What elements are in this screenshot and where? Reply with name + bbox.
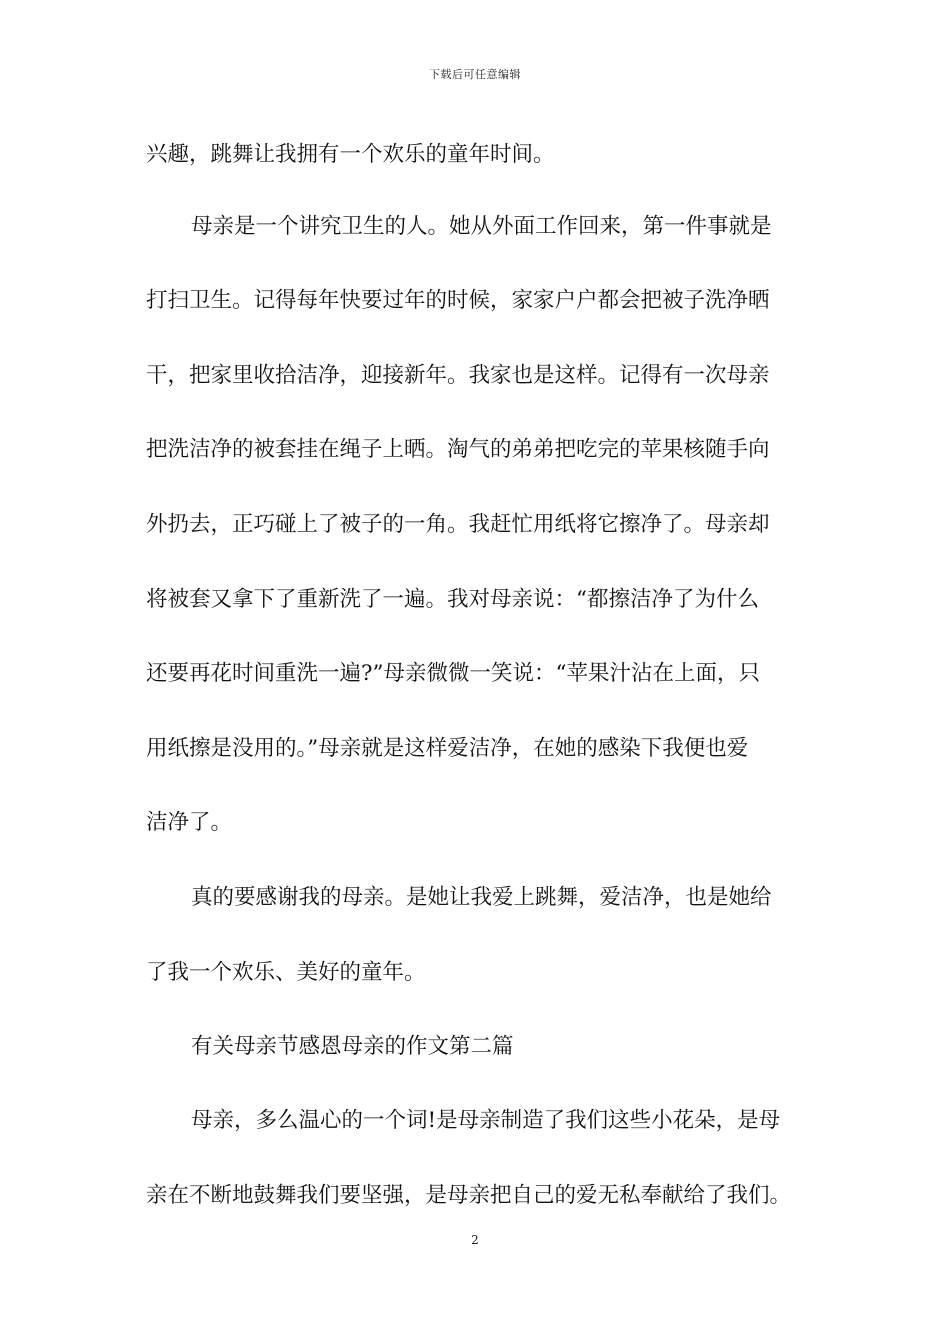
body-line: 母亲是一个讲究卫生的人。她从外面工作回来，第一件事就是	[191, 214, 772, 239]
body-line: 兴趣，跳舞让我拥有一个欢乐的童年时间。	[146, 142, 555, 167]
body-line: 洁净了。	[146, 810, 233, 835]
page-header-note: 下载后可任意编辑	[429, 68, 521, 81]
body-line: 外扔去，正巧碰上了被子的一角。我赶忙用纸将它擦净了。母亲却	[146, 512, 770, 537]
body-line: 亲在不断地鼓舞我们要坚强，是母亲把自己的爱无私奉献给了我们。	[146, 1183, 792, 1208]
body-line: 将被套又拿下了重新洗了一遍。我对母亲说：“都擦洁净了为什么	[146, 587, 759, 612]
body-line: 了我一个欢乐、美好的童年。	[146, 960, 426, 985]
body-line: 用纸擦是没用的。”母亲就是这样爱洁净，在她的感染下我便也爱	[146, 736, 749, 761]
body-line: 干，把家里收拾洁净，迎接新年。我家也是这样。记得有一次母亲	[146, 363, 770, 388]
body-line: 真的要感谢我的母亲。是她让我爱上跳舞，爱洁净，也是她给	[191, 885, 772, 910]
body-line: 打扫卫生。记得每年快要过年的时候，家家户户都会把被子洗净晒	[146, 288, 770, 313]
body-line: 把洗洁净的被套挂在绳子上晒。淘气的弟弟把吃完的苹果核随手向	[146, 437, 770, 462]
body-line: 还要再花时间重洗一遍?”母亲微微一笑说：“苹果汁沾在上面，只	[146, 661, 761, 686]
body-line: 母亲，多么温心的一个词!是母亲制造了我们这些小花朵，是母	[191, 1108, 781, 1133]
section-heading: 有关母亲节感恩母亲的作文第二篇	[191, 1034, 514, 1059]
page-number: 2	[471, 1233, 479, 1247]
